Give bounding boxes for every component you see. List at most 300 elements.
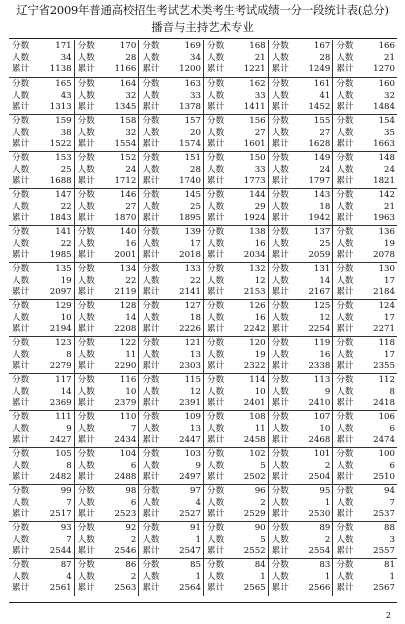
count-label: 人数 <box>336 90 354 101</box>
count-label: 人数 <box>207 460 225 471</box>
cumulative-label: 累计 <box>207 213 225 223</box>
cumulative-line <box>207 583 266 595</box>
count-value: 21 <box>384 201 395 212</box>
cumulative-value: 2468 <box>308 435 331 445</box>
score-label: 分数 <box>271 560 289 570</box>
score-cell <box>74 40 139 77</box>
score-label: 分数 <box>77 79 95 89</box>
cumulative-line <box>142 64 201 76</box>
score-line <box>336 116 395 128</box>
score-cell <box>74 448 139 485</box>
score-value: 115 <box>184 375 201 385</box>
score-value: 112 <box>378 375 395 385</box>
score-label: 分数 <box>77 375 95 385</box>
score-cell <box>9 522 74 559</box>
score-value: 142 <box>378 190 395 200</box>
score-value: 139 <box>184 227 201 237</box>
score-line <box>272 338 331 350</box>
score-value: 168 <box>249 41 266 51</box>
score-cell <box>74 374 139 411</box>
score-label: 分数 <box>77 338 95 348</box>
cumulative-value: 1249 <box>308 64 331 74</box>
cumulative-label: 累计 <box>336 139 354 149</box>
count-value: 12 <box>190 386 201 397</box>
cumulative-line <box>12 509 72 521</box>
cumulative-line <box>12 398 72 410</box>
count-label: 人数 <box>271 275 289 286</box>
score-label: 分数 <box>12 153 30 163</box>
cumulative-label: 累计 <box>77 472 95 482</box>
score-line <box>207 412 266 424</box>
count-value: 28 <box>125 52 137 63</box>
count-value: 16 <box>319 349 331 360</box>
count-label: 人数 <box>207 386 225 397</box>
cumulative-line <box>78 250 137 262</box>
cumulative-label: 累计 <box>336 176 354 186</box>
score-label: 分数 <box>207 375 225 385</box>
cumulative-value: 2355 <box>373 361 395 371</box>
score-value: 85 <box>190 560 201 570</box>
count-value: 8 <box>66 349 72 360</box>
score-label: 分数 <box>207 486 225 496</box>
score-line <box>336 79 395 91</box>
count-label: 人数 <box>336 423 354 434</box>
score-value: 161 <box>313 79 331 89</box>
score-cell <box>268 300 333 337</box>
count-line <box>78 128 137 140</box>
count-label: 人数 <box>142 386 160 397</box>
score-label: 分数 <box>336 79 354 89</box>
score-value: 104 <box>119 449 137 459</box>
cumulative-label: 累计 <box>12 139 30 149</box>
count-value: 10 <box>125 386 137 397</box>
count-line <box>142 535 201 547</box>
cumulative-line <box>207 472 266 484</box>
score-line <box>78 449 137 461</box>
score-label: 分数 <box>77 116 95 126</box>
count-value: 1 <box>389 571 395 582</box>
cumulative-line <box>78 102 137 114</box>
cumulative-label: 累计 <box>336 509 354 519</box>
count-value: 22 <box>125 275 137 286</box>
cumulative-line <box>336 509 395 521</box>
count-value: 2 <box>324 460 331 471</box>
cumulative-label: 累计 <box>12 435 30 445</box>
score-value: 122 <box>119 338 137 348</box>
cumulative-label: 累计 <box>271 64 289 74</box>
score-label: 分数 <box>77 41 95 51</box>
score-line <box>12 449 72 461</box>
score-label: 分数 <box>207 227 225 237</box>
count-label: 人数 <box>271 460 289 471</box>
score-label: 分数 <box>207 79 225 89</box>
cumulative-line <box>12 324 72 336</box>
cumulative-value: 2338 <box>308 361 331 371</box>
count-value: 34 <box>190 52 201 63</box>
score-cell <box>74 300 139 337</box>
score-cell <box>74 189 139 226</box>
score-label: 分数 <box>336 523 354 533</box>
count-line <box>78 572 137 584</box>
cumulative-value: 2434 <box>114 435 137 445</box>
count-label: 人数 <box>336 127 354 138</box>
cumulative-line <box>207 361 266 373</box>
count-line <box>78 461 137 473</box>
count-label: 人数 <box>77 349 95 360</box>
score-label: 分数 <box>336 41 354 51</box>
score-line <box>272 560 331 572</box>
cumulative-line <box>142 287 201 299</box>
score-value: 155 <box>313 116 331 126</box>
count-line <box>207 53 266 65</box>
cumulative-line <box>142 583 201 595</box>
score-label: 分数 <box>336 449 354 459</box>
score-cell <box>138 189 203 226</box>
cumulative-label: 累计 <box>271 583 289 593</box>
count-line <box>272 276 331 288</box>
score-label: 分数 <box>271 301 289 311</box>
table-row <box>9 40 397 77</box>
score-label: 分数 <box>207 190 225 200</box>
score-label: 分数 <box>336 227 354 237</box>
cumulative-line <box>142 102 201 114</box>
score-line <box>207 41 266 53</box>
cumulative-line <box>142 398 201 410</box>
count-label: 人数 <box>77 164 95 175</box>
count-value: 29 <box>254 201 266 212</box>
count-value: 16 <box>125 238 137 249</box>
cumulative-line <box>12 176 72 188</box>
count-value: 25 <box>60 164 72 175</box>
score-value: 125 <box>313 301 331 311</box>
score-line <box>336 264 395 276</box>
score-line <box>78 227 137 239</box>
score-line <box>336 338 395 350</box>
cumulative-label: 累计 <box>207 176 225 186</box>
score-line <box>12 486 72 498</box>
count-label: 人数 <box>271 386 289 397</box>
score-value: 119 <box>313 338 331 348</box>
cumulative-value: 1628 <box>308 139 331 149</box>
cumulative-label: 累计 <box>271 361 289 371</box>
score-cell <box>332 485 397 522</box>
score-cell <box>332 226 397 263</box>
count-value: 7 <box>66 497 72 508</box>
cumulative-label: 累计 <box>207 472 225 482</box>
cumulative-value: 2119 <box>114 287 137 297</box>
score-line <box>142 41 201 53</box>
count-value: 13 <box>190 423 201 434</box>
count-value: 27 <box>319 127 331 138</box>
cumulative-line <box>78 435 137 447</box>
score-value: 126 <box>249 301 266 311</box>
cumulative-label: 累计 <box>336 583 354 593</box>
score-line <box>207 190 266 202</box>
cumulative-label: 累计 <box>77 213 95 223</box>
cumulative-line <box>272 176 331 188</box>
cumulative-line <box>78 287 137 299</box>
score-cell <box>268 78 333 115</box>
score-value: 102 <box>249 449 266 459</box>
score-value: 111 <box>55 412 72 422</box>
cumulative-line <box>142 546 201 558</box>
cumulative-value: 2447 <box>179 435 201 445</box>
cumulative-line <box>336 287 395 299</box>
score-cell <box>268 115 333 152</box>
cumulative-label: 累计 <box>12 472 30 482</box>
score-value: 166 <box>378 41 395 51</box>
count-value: 11 <box>125 349 137 360</box>
table-row <box>9 447 397 485</box>
count-line <box>272 239 331 251</box>
score-line <box>12 41 72 53</box>
score-label: 分数 <box>142 449 160 459</box>
count-label: 人数 <box>142 497 160 508</box>
count-value: 12 <box>254 275 266 286</box>
cumulative-value: 2410 <box>308 398 331 408</box>
score-label: 分数 <box>12 79 30 89</box>
cumulative-line <box>272 472 331 484</box>
score-cell <box>268 374 333 411</box>
cumulative-value: 1166 <box>114 64 137 74</box>
score-label: 分数 <box>271 41 289 51</box>
score-cell <box>268 152 333 189</box>
cumulative-label: 累计 <box>142 509 160 519</box>
score-label: 分数 <box>12 449 30 459</box>
score-cell <box>332 152 397 189</box>
cumulative-line <box>207 250 266 262</box>
score-line <box>336 560 395 572</box>
count-line <box>336 424 395 436</box>
score-cell <box>203 374 268 411</box>
cumulative-label: 累计 <box>12 176 30 186</box>
score-value: 117 <box>55 375 72 385</box>
score-line <box>336 449 395 461</box>
cumulative-line <box>336 64 395 76</box>
cumulative-label: 累计 <box>336 287 354 297</box>
count-line <box>207 350 266 362</box>
cumulative-label: 累计 <box>271 250 289 260</box>
score-cell <box>332 411 397 448</box>
score-line <box>142 116 201 128</box>
count-label: 人数 <box>207 312 225 323</box>
cumulative-label: 累计 <box>12 102 30 112</box>
score-label: 分数 <box>271 449 289 459</box>
count-label: 人数 <box>12 312 30 323</box>
count-value: 28 <box>190 164 201 175</box>
cumulative-line <box>78 213 137 225</box>
score-label: 分数 <box>142 116 160 126</box>
score-label: 分数 <box>142 560 160 570</box>
cumulative-label: 累计 <box>207 398 225 408</box>
score-value: 123 <box>55 338 72 348</box>
score-value: 151 <box>184 153 201 163</box>
score-value: 87 <box>60 560 72 570</box>
score-value: 100 <box>378 449 395 459</box>
score-line <box>12 301 72 313</box>
score-value: 152 <box>119 153 137 163</box>
count-line <box>78 53 137 65</box>
cumulative-value: 1942 <box>308 213 331 223</box>
score-value: 150 <box>249 153 266 163</box>
score-line <box>272 449 331 461</box>
count-line <box>142 313 201 325</box>
score-cell <box>138 40 203 77</box>
score-label: 分数 <box>271 153 289 163</box>
cumulative-label: 累计 <box>336 102 354 112</box>
score-line <box>272 375 331 387</box>
cumulative-value: 1345 <box>114 102 137 112</box>
cumulative-value: 1554 <box>114 139 137 149</box>
score-cell <box>9 559 74 596</box>
cumulative-value: 1601 <box>243 139 266 149</box>
count-line <box>12 424 72 436</box>
count-value: 10 <box>319 423 331 434</box>
score-cell <box>332 189 397 226</box>
cumulative-line <box>336 472 395 484</box>
score-value: 107 <box>313 412 331 422</box>
count-line <box>142 572 201 584</box>
score-line <box>12 153 72 165</box>
cumulative-label: 累计 <box>142 546 160 556</box>
count-line <box>78 239 137 251</box>
table-row <box>9 410 397 448</box>
cumulative-value: 2194 <box>49 324 72 334</box>
count-value: 7 <box>130 423 137 434</box>
cumulative-label: 累计 <box>142 287 160 297</box>
count-value: 19 <box>254 349 266 360</box>
cumulative-label: 累计 <box>77 250 95 260</box>
score-value: 105 <box>55 449 72 459</box>
cumulative-value: 2557 <box>373 546 395 556</box>
cumulative-value: 2018 <box>179 250 201 260</box>
cumulative-value: 2001 <box>114 250 137 260</box>
count-line <box>12 313 72 325</box>
count-label: 人数 <box>207 201 225 212</box>
cumulative-line <box>336 583 395 595</box>
cumulative-line <box>12 139 72 151</box>
count-label: 人数 <box>271 349 289 360</box>
count-label: 人数 <box>142 90 160 101</box>
count-line <box>12 572 72 584</box>
cumulative-value: 2488 <box>114 472 137 482</box>
count-label: 人数 <box>207 571 225 582</box>
score-line <box>336 301 395 313</box>
count-label: 人数 <box>77 201 95 212</box>
cumulative-value: 2565 <box>243 583 266 593</box>
cumulative-value: 1200 <box>179 64 201 74</box>
score-label: 分数 <box>12 301 30 311</box>
cumulative-label: 累计 <box>142 472 160 482</box>
cumulative-label: 累计 <box>336 324 354 334</box>
cumulative-value: 2561 <box>49 583 72 593</box>
count-line <box>142 498 201 510</box>
cumulative-label: 累计 <box>271 139 289 149</box>
score-label: 分数 <box>12 412 30 422</box>
count-label: 人数 <box>336 460 354 471</box>
count-line <box>142 202 201 214</box>
score-value: 109 <box>184 412 201 422</box>
cumulative-label: 累计 <box>12 287 30 297</box>
score-label: 分数 <box>142 523 160 533</box>
count-value: 1 <box>195 534 201 545</box>
score-cell <box>138 337 203 374</box>
cumulative-value: 2271 <box>373 324 395 334</box>
cumulative-line <box>207 287 266 299</box>
score-label: 分数 <box>271 116 289 126</box>
score-label: 分数 <box>336 301 354 311</box>
score-cell <box>332 448 397 485</box>
count-line <box>78 313 137 325</box>
score-line <box>272 301 331 313</box>
score-line <box>207 560 266 572</box>
score-label: 分数 <box>142 41 160 51</box>
score-value: 90 <box>254 523 266 533</box>
count-label: 人数 <box>142 423 160 434</box>
score-value: 118 <box>378 338 395 348</box>
count-value: 6 <box>389 460 395 471</box>
count-line <box>12 128 72 140</box>
score-value: 140 <box>119 227 137 237</box>
count-label: 人数 <box>142 349 160 360</box>
cumulative-line <box>272 324 331 336</box>
score-value: 92 <box>125 523 137 533</box>
score-value: 131 <box>313 264 331 274</box>
score-value: 84 <box>254 560 266 570</box>
cumulative-line <box>207 398 266 410</box>
table-row <box>9 151 397 189</box>
score-cell <box>138 226 203 263</box>
cumulative-line <box>272 213 331 225</box>
cumulative-value: 2226 <box>179 324 201 334</box>
count-line <box>207 387 266 399</box>
cumulative-label: 累计 <box>77 102 95 112</box>
score-line <box>142 153 201 165</box>
score-line <box>142 227 201 239</box>
cumulative-label: 累计 <box>12 583 30 593</box>
cumulative-label: 累计 <box>271 102 289 112</box>
score-cell <box>138 152 203 189</box>
count-label: 人数 <box>207 127 225 138</box>
score-label: 分数 <box>77 486 95 496</box>
cumulative-value: 1821 <box>373 176 395 186</box>
score-value: 160 <box>378 79 395 89</box>
score-value: 148 <box>378 153 395 163</box>
score-line <box>207 227 266 239</box>
count-label: 人数 <box>336 238 354 249</box>
count-line <box>78 91 137 103</box>
score-line <box>272 227 331 239</box>
cumulative-line <box>272 250 331 262</box>
score-value: 171 <box>55 41 72 51</box>
cumulative-value: 2502 <box>243 472 266 482</box>
score-cell <box>138 559 203 596</box>
cumulative-label: 累计 <box>12 361 30 371</box>
count-line <box>142 91 201 103</box>
score-cell <box>268 226 333 263</box>
table-row <box>9 299 397 337</box>
score-value: 136 <box>378 227 395 237</box>
cumulative-value: 2141 <box>179 287 201 297</box>
count-value: 4 <box>195 497 201 508</box>
score-cell <box>74 522 139 559</box>
score-cell <box>203 337 268 374</box>
cumulative-value: 2510 <box>373 472 395 482</box>
cumulative-value: 2563 <box>114 583 137 593</box>
cumulative-line <box>272 435 331 447</box>
score-line <box>142 79 201 91</box>
score-label: 分数 <box>12 116 30 126</box>
